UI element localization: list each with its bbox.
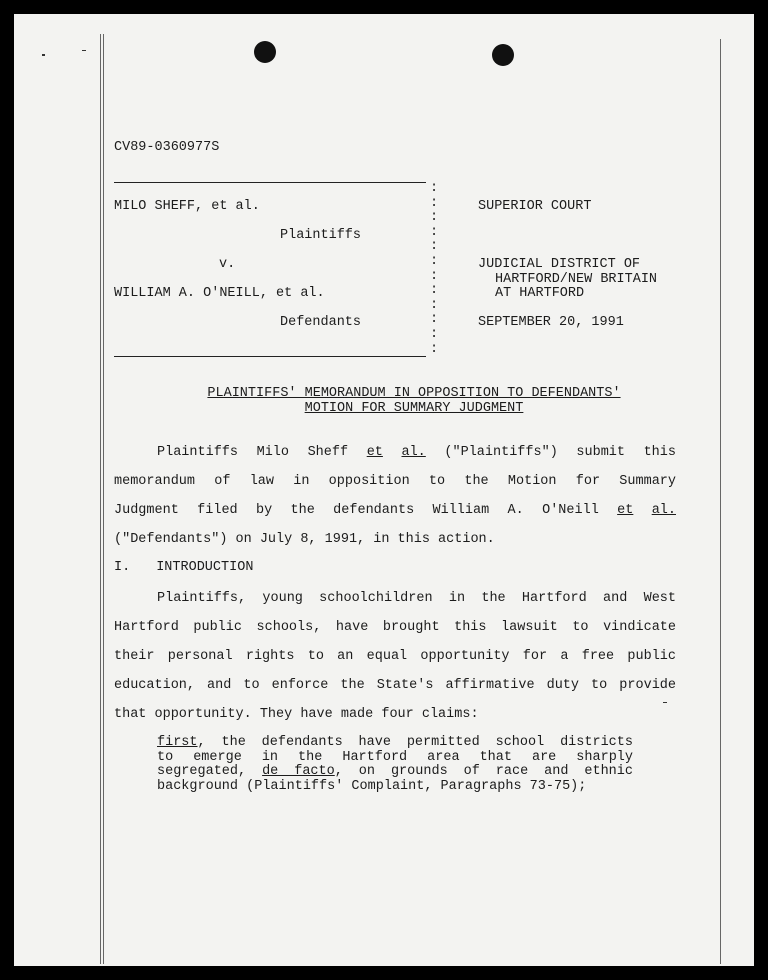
paragraph-2-line-1: Plaintiffs, young schoolchildren in the Hartford and West <box>157 591 676 606</box>
claim-1-line-1: first, the defendants have permitted school districts <box>157 735 633 750</box>
case-number: CV89-0360977S <box>114 140 220 155</box>
punch-hole-left <box>254 41 276 63</box>
caption-bottom-rule <box>114 356 426 357</box>
claim-1-line-4: background (Plaintiffs' Complaint, Paragraphs 73-75); <box>157 778 587 794</box>
punch-hole-right <box>492 44 514 66</box>
claim-1-line-2: to emerge in the Hartford area that are sharply <box>157 749 633 765</box>
title-line-1: PLAINTIFFS' MEMORANDUM IN OPPOSITION TO DEFENDANTS' <box>207 386 621 401</box>
section-heading <box>114 560 676 575</box>
plaintiff-name: MILO SHEFF, et al. <box>114 199 260 214</box>
district-line-1: JUDICIAL DISTRICT OF <box>478 257 641 272</box>
defendants-label: Defendants <box>280 315 362 330</box>
paragraph-2-line-4: education, and to enforce the State's affirmative duty to provide <box>114 678 676 693</box>
paragraph-1-line-4: ("Defendants") on July 8, 1991, in this action. <box>114 532 495 547</box>
section-number: I. <box>114 560 131 575</box>
right-margin-rule <box>720 39 721 964</box>
section-label: INTRODUCTION <box>156 560 254 575</box>
defendant-name: WILLIAM A. O'NEILL, et al. <box>114 286 325 301</box>
caption-colon-column: : : : : : : : : : : : : <box>430 181 439 357</box>
scan-speck <box>82 50 86 51</box>
scan-speck <box>42 54 45 56</box>
paragraph-2-line-5: that opportunity. They have made four claims: <box>114 707 479 722</box>
district-line-2: HARTFORD/NEW BRITAIN <box>495 272 658 287</box>
versus: v. <box>219 257 236 272</box>
paragraph-1-line-2: memorandum of law in opposition to the Motion for Summary <box>114 474 676 489</box>
document-page <box>14 14 754 966</box>
paragraph-1-line-1: Plaintiffs Milo Sheff et al. ("Plaintiffs") submit this <box>157 445 676 460</box>
left-margin-rule-inner <box>103 34 104 964</box>
left-margin-rule <box>100 34 101 964</box>
claim-1-block <box>157 736 633 794</box>
plaintiffs-label: Plaintiffs <box>280 228 362 243</box>
caption-top-rule <box>114 182 426 183</box>
scan-speck <box>663 702 667 703</box>
title-line-2: MOTION FOR SUMMARY JUDGMENT <box>304 400 524 416</box>
paragraph-2-line-3: their personal rights to an equal opportunity for a free public <box>114 649 676 664</box>
court-name: SUPERIOR COURT <box>478 199 592 214</box>
district-line-3: AT HARTFORD <box>495 286 585 301</box>
document-title <box>114 387 714 416</box>
filing-date: SEPTEMBER 20, 1991 <box>478 315 624 330</box>
paragraph-1-line-3: Judgment filed by the defendants William A. O'Neill et al. <box>114 503 676 518</box>
claim-1-line-3: segregated, de facto, on grounds of race and ethnic <box>157 764 633 779</box>
paragraph-2-line-2: Hartford public schools, have brought this lawsuit to vindicate <box>114 620 676 635</box>
